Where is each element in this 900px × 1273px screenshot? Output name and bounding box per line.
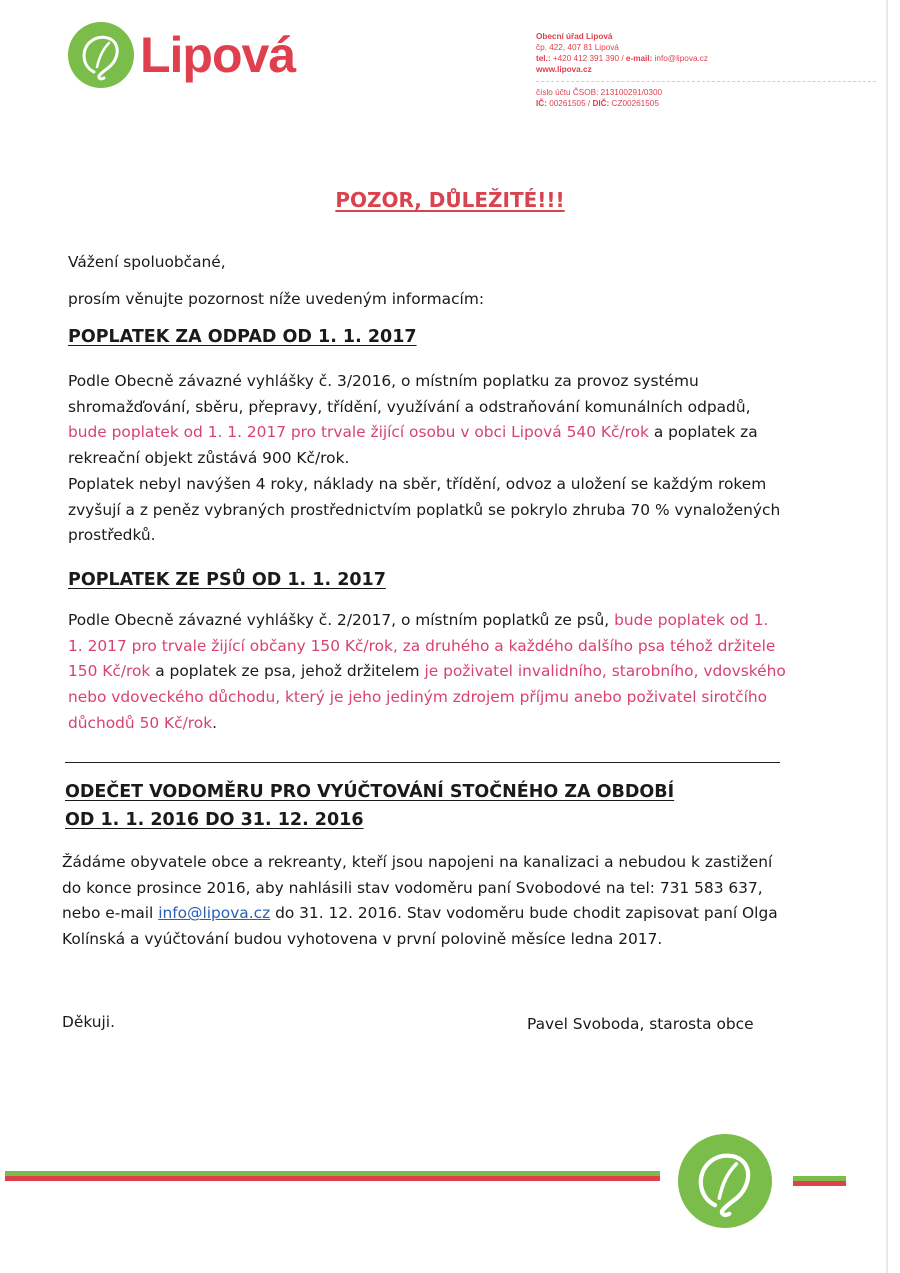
dog-fee-text: Podle Obecně závazné vyhlášky č. 2/2017, o místním poplatků ze psů, [68, 611, 615, 629]
email-link[interactable]: info@lipova.cz [158, 904, 271, 923]
website: www.lipova.cz [536, 65, 592, 74]
brand-name: Lipová [140, 27, 296, 83]
waste-fee-highlight: bude poplatek od 1. 1. 2017 pro trvale žijící osobu v obci Lipová 540 Kč/rok [68, 423, 649, 442]
waste-fee-note: Poplatek nebyl navýšen 4 roky, náklady na sběr, třídění, odvoz a uložení se každým rokem zvyšují a z peněz vybraných prostřednictvím poplatků se pokrylo zhruba 70 % vynaložených prostředků. [68, 475, 781, 545]
bank-account: číslo účtu ČSOB: 213100291/0300 [536, 88, 663, 97]
tel-label: tel.: [536, 54, 551, 63]
office-address: čp. 422, 407 81 Lipová [536, 43, 619, 52]
dic-value: CZ00261505 [609, 99, 659, 108]
section-heading-waste-fee: POPLATEK ZA ODPAD OD 1. 1. 2017 [68, 327, 417, 347]
email-label: e-mail: [625, 54, 653, 63]
tel-value: +420 412 391 390 / [550, 54, 626, 63]
company-ids [536, 98, 876, 109]
ic-label: IČ: [536, 99, 547, 108]
dog-fee-text-mid: a poplatek ze psa, jehož držitelem [150, 662, 425, 681]
waste-fee-paragraph [68, 369, 788, 472]
section-divider [65, 762, 780, 763]
water-meter-text: Žádáme obyvatele obce a rekreanty, kteří jsou napojeni na kanalizaci a nebudou k zastižení do konce prosince 2016, aby nahlásili stav vodoměru paní Svobodové na tel: 731 583 637, nebo e-mail [62, 853, 773, 923]
dog-fee-paragraph [68, 608, 788, 737]
dog-fee-highlight-pension: je poživatel invalidního, starobního, vdovského nebo vdoveckého důchodu, který je jeho jediným zdrojem příjmu anebo poživatel sirotčího důchodů 50 Kč/rok [68, 662, 786, 732]
lipova-logo [68, 22, 295, 88]
footer-stripe-right [793, 1176, 846, 1186]
ic-value: 00261505 / [546, 99, 593, 108]
footer-stripe-left [5, 1171, 660, 1181]
dog-fee-highlight: bude poplatek od 1. 1. 2017 pro trvale žijící občany 150 Kč/rok, za druhého a každého dalšího psa téhož držitele 150 Kč/rok [68, 611, 776, 681]
page-title: POZOR, DŮLEŽITÉ!!! [335, 188, 565, 212]
water-meter-text-end: do 31. 12. 2016. Stav vodoměru bude chodit zapisovat paní Olga Kolínská a vyúčtování budou vyhotovena v první polovině měsíce ledna 2017. [62, 904, 778, 949]
lipova-leaf-logo-icon [678, 1134, 772, 1228]
water-meter-paragraph [62, 850, 784, 953]
signature: Pavel Svoboda, starosta obce [527, 1015, 754, 1033]
dotted-divider [536, 81, 876, 82]
office-name: Obecní úřad Lipová [536, 32, 613, 41]
waste-fee-text-end: a poplatek za rekreační objekt zůstává 900 Kč/rok. [68, 423, 758, 468]
intro-text: prosím věnujte pozornost níže uvedeným informacím: [68, 290, 485, 308]
section-heading-water-meter-2: OD 1. 1. 2016 DO 31. 12. 2016 [65, 810, 364, 830]
dog-fee-text-end: . [212, 713, 218, 732]
email-value: info@lipova.cz [652, 54, 708, 63]
section-heading-water-meter-1: ODEČET VODOMĚRU PRO VYÚČTOVÁNÍ STOČNÉHO ZA OBDOBÍ [65, 782, 675, 802]
contact-block [536, 31, 876, 109]
dic-label: DIČ: [592, 99, 610, 108]
waste-fee-text: Podle Obecně závazné vyhlášky č. 3/2016, o místním poplatku za provoz systému shromažďování, sběru, přepravy, třídění, využívání a odstraňování komunálních odpadů, [68, 372, 751, 416]
section-heading-dog-fee: POPLATEK ZE PSŮ OD 1. 1. 2017 [68, 570, 386, 590]
lipova-leaf-logo-icon [68, 22, 134, 88]
office-contacts [536, 53, 876, 64]
salutation: Vážení spoluobčané, [68, 253, 226, 271]
closing: Děkuji. [62, 1013, 115, 1031]
